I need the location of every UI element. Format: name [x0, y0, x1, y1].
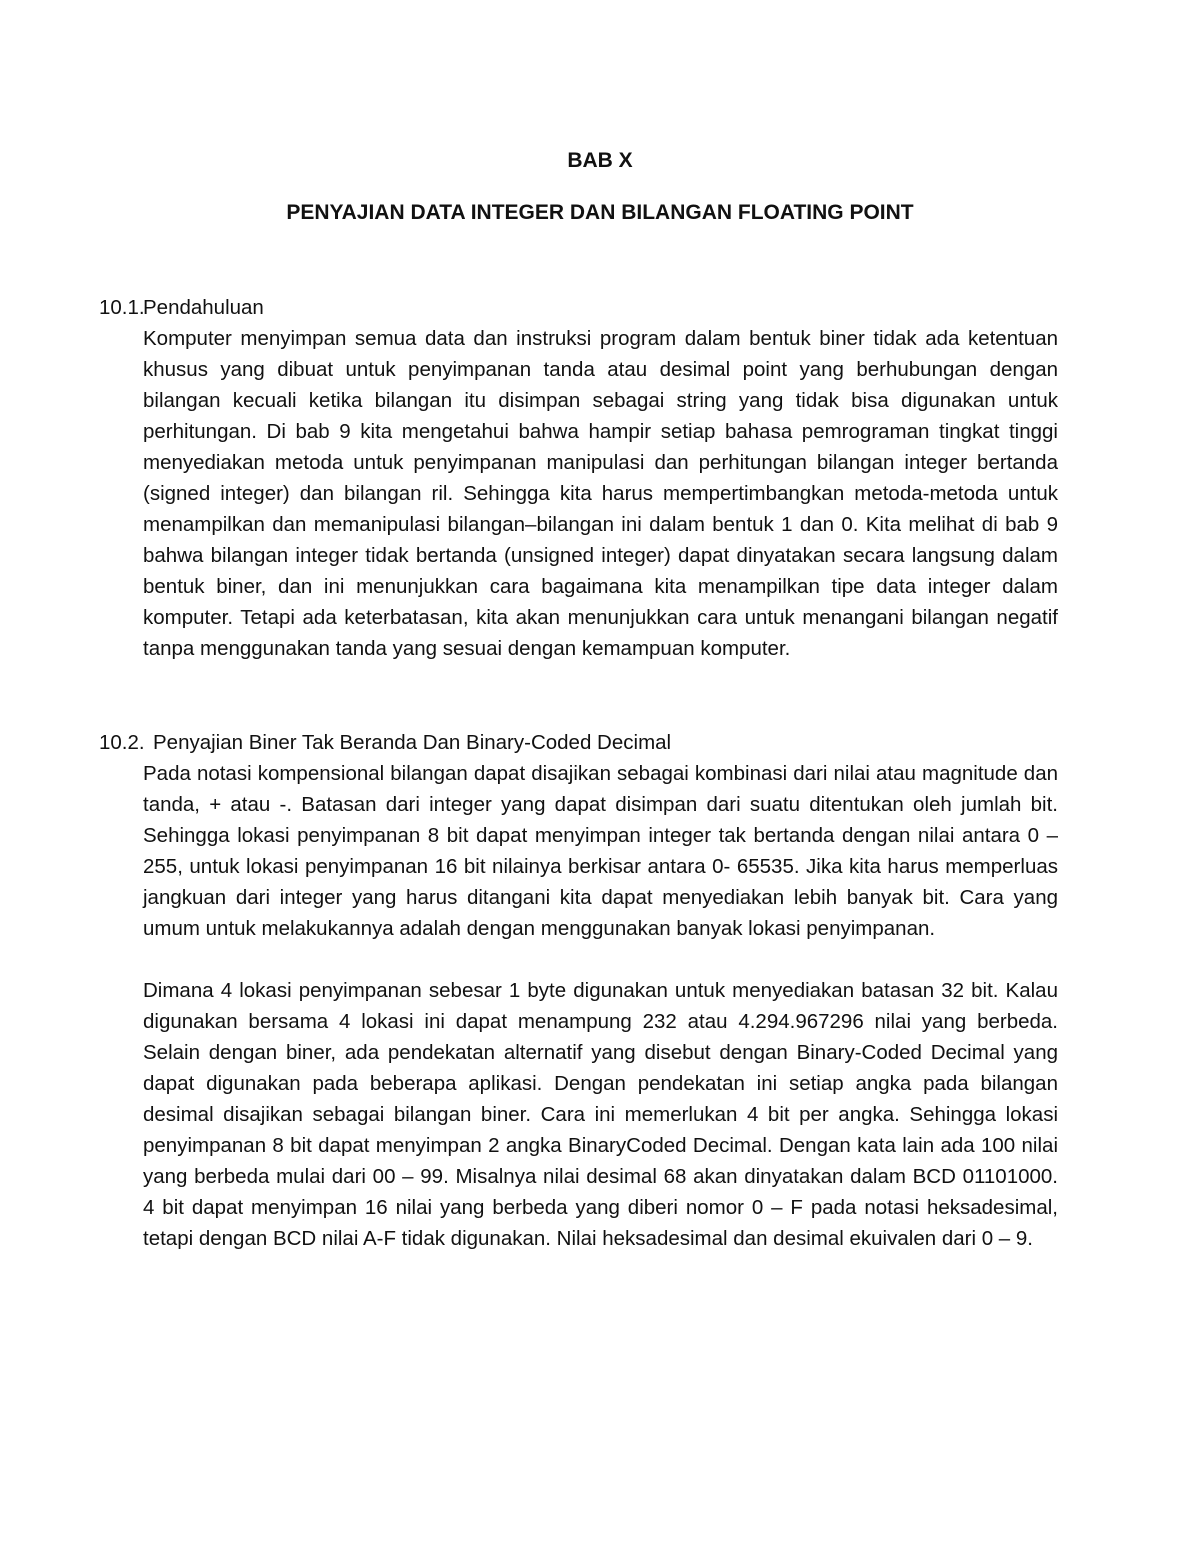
- paragraph: Komputer menyimpan semua data dan instruksi program dalam bentuk biner tidak ada ketentuan khusus yang dibuat untuk penyimpanan tanda atau desimal point yang berhubungan dengan bilangan kecuali ketika bilangan itu disimpan sebagai string yang tidak bisa digunakan untuk perhitungan. Di bab 9 kita mengetahui bahwa hampir setiap bahasa pemrograman tingkat tinggi menyediakan metoda untuk penyimpanan manipulasi dan perhitungan bilangan integer bertanda (signed integer) dan bilangan ril. Sehingga kita harus mempertimbangkan metoda-metoda untuk menampilkan dan memanipulasi bilangan–bilangan ini dalam bentuk 1 dan 0. Kita melihat di bab 9 bahwa bilangan integer tidak bertanda (unsigned integer) dapat dinyatakan secara langsung dalam bentuk biner, dan ini menunjukkan cara bagaimana kita menampilkan tipe data integer dalam komputer. Tetapi ada keterbatasan, kita akan menunjukkan cara untuk menangani bilangan negatif tanpa menggunakan tanda yang sesuai dengan kemampuan komputer.: [143, 327, 1058, 660]
- section-body: [143, 758, 1058, 1254]
- section-heading: [99, 727, 1059, 758]
- paragraph: Pada notasi kompensional bilangan dapat disajikan sebagai kombinasi dari nilai atau magnitude dan tanda, + atau -. Batasan dari integer yang dapat disimpan dari suatu ditentukan oleh jumlah bit. Sehingga lokasi penyimpanan 8 bit dapat menyimpan integer tak bertanda dengan nilai antara 0 – 255, untuk lokasi penyimpanan 16 bit nilainya berkisar antara 0- 65535. Jika kita harus memperluas jangkuan dari integer yang harus ditangani kita dapat menyediakan lebih banyak bit. Cara yang umum untuk melakukannya adalah dengan menggunakan banyak lokasi penyimpanan.: [143, 762, 1058, 940]
- paragraph: Dimana 4 lokasi penyimpanan sebesar 1 byte digunakan untuk menyediakan batasan 32 bit. Kalau digunakan bersama 4 lokasi ini dapat menampung 232 atau 4.294.967296 nilai yang berbeda. Selain dengan biner, ada pendekatan alternatif yang disebut dengan Binary-Coded Decimal yang dapat digunakan pada beberapa aplikasi. Dengan pendekatan ini setiap angka pada bilangan desimal disajikan sebagai bilangan biner. Cara ini memerlukan 4 bit per angka. Sehingga lokasi penyimpanan 8 bit dapat menyimpan 2 angka BinaryCoded Decimal. Dengan kata lain ada 100 nilai yang berbeda mulai dari 00 – 99. Misalnya nilai desimal 68 akan dinyatakan dalam BCD 01101000. 4 bit dapat menyimpan 16 nilai yang berbeda yang diberi nomor 0 – F pada notasi heksadesimal, tetapi dengan BCD nilai A-F tidak digunakan. Nilai heksadesimal dan desimal ekuivalen dari 0 – 9.: [143, 979, 1058, 1250]
- chapter-number: BAB X: [567, 149, 633, 172]
- section-pendahuluan: [99, 292, 1059, 664]
- section-number: 10.1.: [99, 296, 145, 319]
- chapter-title: PENYAJIAN DATA INTEGER DAN BILANGAN FLOATING POINT: [286, 201, 914, 224]
- section-body: [143, 323, 1058, 664]
- section-title: Pendahuluan: [143, 296, 264, 319]
- section-number: 10.2.: [99, 731, 145, 754]
- section-title: Penyajian Biner Tak Beranda Dan Binary-Coded Decimal: [153, 731, 672, 754]
- section-penyajian-biner: [99, 727, 1059, 1254]
- section-heading: [99, 292, 1059, 323]
